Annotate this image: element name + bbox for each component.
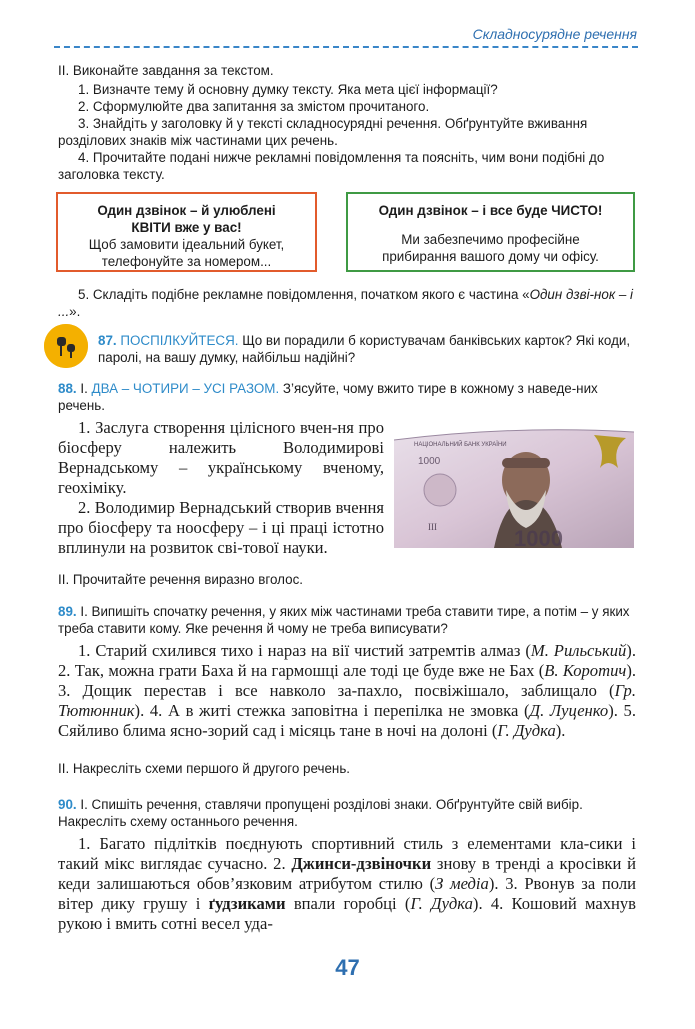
svg-text:НАЦІОНАЛЬНИЙ БАНК УКРАЇНИ: НАЦІОНАЛЬНИЙ БАНК УКРАЇНИ xyxy=(414,442,507,448)
ex88-title: ДВА – ЧОТИРИ – УСІ РАЗОМ. xyxy=(91,381,280,396)
svg-text:1000: 1000 xyxy=(418,456,441,467)
ad-flowers-headline-1: Один дзвінок – й улюблені xyxy=(97,203,276,218)
ad-box-flowers xyxy=(56,192,317,272)
task-item-4: 4. Прочитайте подані нижче рекламні повідомлення та поясніть, чим вони подібні до заголовка тексту. xyxy=(58,150,605,182)
exercise-89-prompt xyxy=(58,603,636,637)
talk-icon xyxy=(44,324,88,368)
ex89-author-4: Д. Луценко xyxy=(529,701,609,720)
ex89-sentences xyxy=(58,641,636,741)
ad-flowers-headline-2: КВІТИ вже у вас! xyxy=(131,220,242,235)
ad-cleaning-line-3: прибирання вашого дому чи офісу. xyxy=(382,249,599,264)
ex89-author-5: Г. Дудка xyxy=(497,721,556,740)
exercise-87 xyxy=(98,332,636,366)
ex88-sentence-1: 1. Заслуга створення цілісного вчен-ня про біосферу належить Володимирові Вернадському – українському вченому, геохіміку. xyxy=(58,418,384,497)
ex89-author-1: М. Рильський xyxy=(530,641,627,660)
ex89-s3: ). 3. Дощик перестав і все навколо за-пахло, посвіжішало, заблищало ( xyxy=(58,661,636,700)
task-intro: II. Виконайте завдання за текстом. xyxy=(58,63,274,78)
header-divider xyxy=(54,46,638,48)
ad-cleaning-headline: Один дзвінок – і все буде ЧИСТО! xyxy=(378,203,603,218)
task-item-1: 1. Визначте тему й основну думку тексту. Яка мета цієї інформації? xyxy=(78,82,498,97)
ex88-part-2: ІІ. Прочитайте речення виразно вголос. xyxy=(58,572,303,587)
ex87-number: 87. xyxy=(98,333,117,348)
ad-flowers-line-4: телефонуйте за номером... xyxy=(101,254,272,269)
page-number: 47 xyxy=(335,955,360,980)
ex90-p5: ). 4. Кошовий махнув рукою і вмить сотні весел уда- xyxy=(58,894,636,933)
ex89-s6: ). xyxy=(555,721,566,740)
exercise-90-prompt xyxy=(58,796,636,830)
ex87-title: ПОСПІЛКУЙТЕСЯ. xyxy=(120,333,239,348)
ex89-author-3: Гр. Тютюнник xyxy=(58,681,636,720)
ex90-p3: ). 3. Рвонув за поли вітер дику грушу і xyxy=(58,874,636,913)
ex88-number: 88. xyxy=(58,381,77,396)
svg-text:1000: 1000 xyxy=(514,526,563,548)
ex88-roman: І. xyxy=(80,381,88,396)
ex90-source-2: Г. Дудка xyxy=(410,894,473,913)
ad-cleaning-line-2: Ми забезпечимо професійне xyxy=(401,232,580,247)
exercise-88-prompt xyxy=(58,380,636,414)
ex88-sentence-2: 2. Володимир Вернадський створив вчення про біосферу та ноосферу – і ці праці істотно вплинули на розвиток сві-тової науки. xyxy=(58,498,384,557)
ex89-author-2: В. Коротич xyxy=(544,661,627,680)
ex89-s1: 1. Старий схилився тихо і нараз на вії чистий затремтів алмаз ( xyxy=(78,641,531,660)
ex89-s2: ). 2. Так, можна грати Баха й на гармошці але тоді це буде вже не Бах ( xyxy=(58,641,636,680)
ex90-bold-1: Джинси-дзвіночки xyxy=(291,854,432,873)
ex89-text: І. Випишіть спочатку речення, у яких між частинами треба ставити тире, а потім – у яких треба ставити кому. Яке речення й чому не треба виписувати? xyxy=(58,604,630,636)
ex87-text: Що ви порадили б користувачам банківських карток? Які коди, паролі, на вашу думку, найбільш надійні? xyxy=(98,333,631,365)
ex90-p1: 1. Багато підлітків поєднують спортивний стиль з елементами кла-сики і такий мікс виглядає сучасно. 2. xyxy=(58,834,636,873)
running-header: Складносурядне речення xyxy=(472,26,637,42)
ex90-bold-2: ґудзиками xyxy=(208,894,286,913)
ex90-sentences xyxy=(58,834,636,934)
task5-end: ». xyxy=(69,304,81,319)
task-list xyxy=(58,81,636,183)
ad-box-cleaning xyxy=(346,192,635,272)
ex90-p2: знову в тренді а кросівки й кеди залишаються обов’язковим атрибутом стилю ( xyxy=(58,854,636,893)
ex90-text: І. Спишіть речення, ставлячи пропущені розділові знаки. Обґрунтуйте свій вибір. Накресліть схему останнього речення. xyxy=(58,797,583,829)
ex89-part-2: ІІ. Накресліть схеми першого й другого речень. xyxy=(58,761,351,776)
task5-text: 5. Складіть подібне рекламне повідомлення, початком якого є частина « xyxy=(78,287,530,302)
ex89-s4: ). 4. А в житі стежка заповітна і перепілка не змовка ( xyxy=(134,701,530,720)
task-item-5 xyxy=(58,286,636,320)
svg-text:ІІІ: ІІІ xyxy=(428,522,437,532)
task-item-3: 3. Знайдіть у заголовку й у тексті складносурядні речення. Обґрунтуйте вживання розділових знаків між частинами цих речень. xyxy=(58,116,588,148)
ex89-number: 89. xyxy=(58,604,77,619)
ex90-p4: впали горобці ( xyxy=(285,894,411,913)
ad-flowers-line-3: Щоб замовити ідеальний букет, xyxy=(88,237,285,252)
banknote-image xyxy=(394,420,634,548)
ex89-s5: ). 5. Сяйливо блима ясно-зорий сад і місяць тане в ночі на долоні ( xyxy=(58,701,636,740)
ex90-number: 90. xyxy=(58,797,77,812)
ex90-source-1: З медіа xyxy=(435,874,489,893)
task-item-2: 2. Сформулюйте два запитання за змістом прочитаного. xyxy=(78,99,430,114)
task5-italic: Один дзві-нок – і ... xyxy=(58,287,634,319)
ex88-text: З’ясуйте, чому вжито тире в кожному з наведе-них речень. xyxy=(58,381,598,413)
ex88-sentences xyxy=(58,418,384,558)
